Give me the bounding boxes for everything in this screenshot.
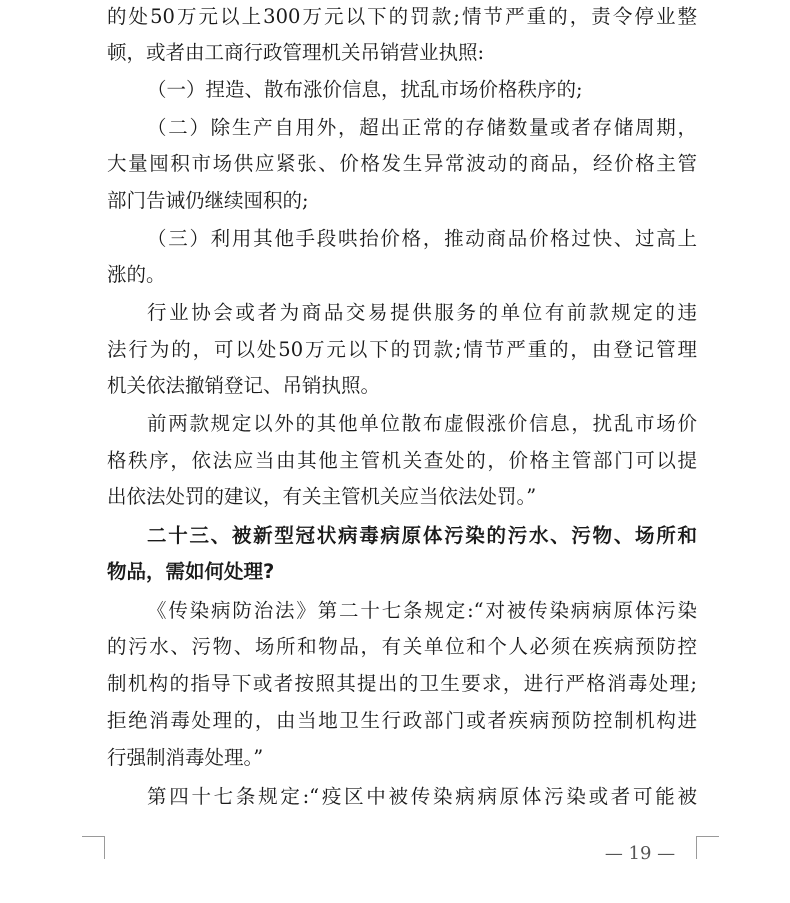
text-line-4: （二）除生产自用外，超出正常的存储数量或者存储周期， — [147, 116, 697, 139]
text-line-22: 第四十七条规定:“疫区中被传染病病原体污染或者可能被 — [147, 785, 697, 808]
text-line-17: 《传染病防治法》第二十七条规定:“对被传染病病原体污染 — [147, 599, 697, 622]
text-line-13: 格秩序，依法应当由其他主管机关查处的，价格主管部门可以提 — [107, 449, 697, 472]
text-line-6: 部门告诫仍继续囤积的; — [107, 189, 309, 212]
text-line-7: （三）利用其他手段哄抬价格，推动商品价格过快、过高上 — [147, 227, 697, 250]
section-heading-line-2: 物品，需如何处理? — [107, 560, 275, 583]
text-line-10: 法行为的，可以处50万元以下的罚款;情节严重的，由登记管理 — [107, 338, 697, 361]
text-line-18: 的污水、污物、场所和物品，有关单位和个人必须在疾病预防控 — [107, 635, 697, 658]
text-line-19: 制机构的指导下或者按照其提出的卫生要求，进行严格消毒处理; — [107, 672, 697, 695]
text-line-5: 大量囤积市场供应紧张、价格发生异常波动的商品，经价格主管 — [107, 152, 697, 175]
text-line-20: 拒绝消毒处理的，由当地卫生行政部门或者疾病预防控制机构进 — [107, 709, 697, 732]
text-line-21: 行强制消毒处理。” — [107, 746, 264, 769]
crop-mark-left — [82, 836, 105, 859]
text-line-1: 的处50万元以上300万元以下的罚款;情节严重的，责令停业整 — [107, 5, 697, 28]
text-line-3: （一）捏造、散布涨价信息，扰乱市场价格秩序的; — [147, 78, 583, 101]
text-line-8: 涨的。 — [107, 263, 166, 286]
text-line-2: 顿，或者由工商行政管理机关吊销营业执照: — [107, 41, 485, 64]
text-line-12: 前两款规定以外的其他单位散布虚假涨价信息，扰乱市场价 — [147, 412, 697, 435]
section-heading-line-1: 二十三、被新型冠状病毒病原体污染的污水、污物、场所和 — [147, 524, 697, 547]
text-line-11: 机关依法撤销登记、吊销执照。 — [107, 374, 381, 397]
page-number: — 19 — — [604, 843, 676, 864]
crop-mark-right — [696, 836, 719, 859]
text-line-9: 行业协会或者为商品交易提供服务的单位有前款规定的违 — [147, 301, 697, 324]
text-line-14: 出依法处罚的建议，有关主管机关应当依法处罚。” — [107, 485, 537, 508]
